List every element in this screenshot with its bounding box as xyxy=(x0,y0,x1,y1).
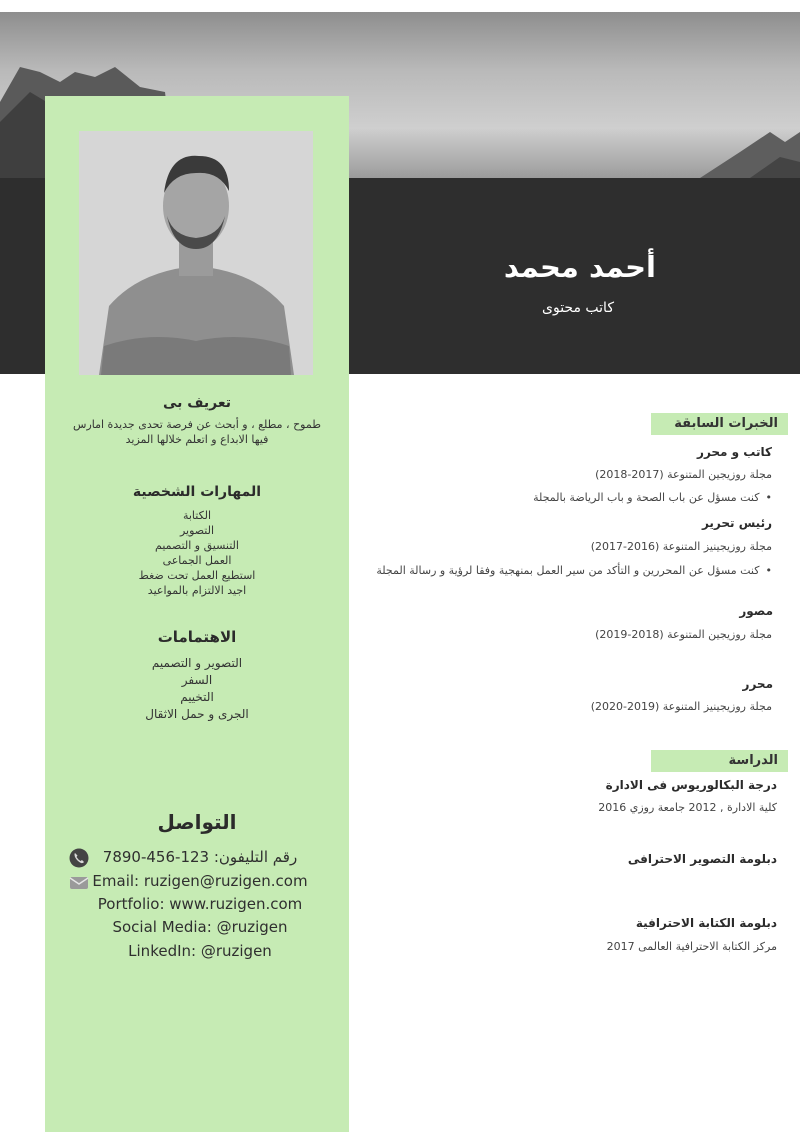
about-line: طموح ، مطلع ، و أبحث عن فرصة تحدى جديدة امارس xyxy=(73,418,321,431)
skill-item: العمل الجماعى xyxy=(162,554,232,567)
profile-photo xyxy=(79,131,313,375)
contact-social-media[interactable]: Social Media: @ruzigen xyxy=(112,918,288,936)
skill-item: التصوير xyxy=(179,524,215,537)
skill-item: الكتابة xyxy=(182,509,212,522)
job-bullet: • كنت مسؤل عن المحررين و التأكد من سير العمل بمنهجية وفقا لرؤية و رسالة المجلة xyxy=(376,564,772,577)
contact-portfolio[interactable]: Portfolio: www.ruzigen.com xyxy=(97,895,303,913)
job-meta: مجلة روزيجين المتنوعة (2018-2019) xyxy=(595,628,772,641)
job-meta: مجلة روزيجين المتنوعة (2017-2018) xyxy=(595,468,772,481)
education-title: دبلومة التصوير الاحترافى xyxy=(627,852,777,866)
contact-phone: رقم التليفون: 123-456-7890 xyxy=(102,848,298,866)
interest-item: التخييم xyxy=(180,690,214,704)
job-title-item: كاتب و محرر xyxy=(697,445,772,459)
contact-heading: التواصل xyxy=(157,810,237,834)
about-section xyxy=(45,395,349,447)
person-name: أحمد محمد xyxy=(503,250,656,284)
job-title-item: مصور xyxy=(739,604,773,618)
education-title: دبلومة الكتابة الاحترافية xyxy=(635,916,777,930)
interest-item: التصوير و التصميم xyxy=(151,656,243,670)
skills-heading: المهارات الشخصية xyxy=(132,484,262,500)
job-meta: مجلة روزيجينيز المتنوعة (2016-2017) xyxy=(590,540,772,553)
about-line: فيها الابداع و اتعلم خلالها المزيد xyxy=(125,433,269,446)
education-heading: الدراسة xyxy=(651,750,788,772)
interest-item: الجرى و حمل الاثقال xyxy=(145,707,249,721)
education-meta: مركز الكتابة الاحترافية العالمى 2017 xyxy=(606,940,777,953)
interests-heading: الاهتمامات xyxy=(157,628,237,646)
job-title-item: رئيس تحرير xyxy=(701,516,772,530)
interest-item: السفر xyxy=(181,673,213,687)
education-meta: كلية الادارة , 2012 جامعة روزي 2016 xyxy=(598,801,777,814)
contact-linkedin[interactable]: LinkedIn: @ruzigen xyxy=(128,942,272,960)
education-title: درجة البكالوريوس فى الادارة xyxy=(605,778,777,792)
interests-section xyxy=(45,628,349,723)
skill-item: استطيع العمل تحت ضغط xyxy=(138,569,256,582)
skill-item: اجيد الالتزام بالمواعيد xyxy=(147,584,247,597)
job-title: كاتب محتوى xyxy=(542,300,614,316)
skills-section xyxy=(45,484,349,598)
about-heading: تعريف بى xyxy=(162,395,232,411)
skill-item: التنسيق و التصميم xyxy=(155,539,239,552)
job-title-item: محرر xyxy=(742,677,773,691)
job-bullet: • كنت مسؤل عن باب الصحة و باب الرياضة بالمجلة xyxy=(533,491,772,504)
job-meta: مجلة روزيجينيز المتنوعة (2019-2020) xyxy=(590,700,772,713)
contact-email[interactable]: Email: ruzigen@ruzigen.com xyxy=(92,872,308,890)
experience-heading: الخبرات السابقة xyxy=(651,413,788,435)
